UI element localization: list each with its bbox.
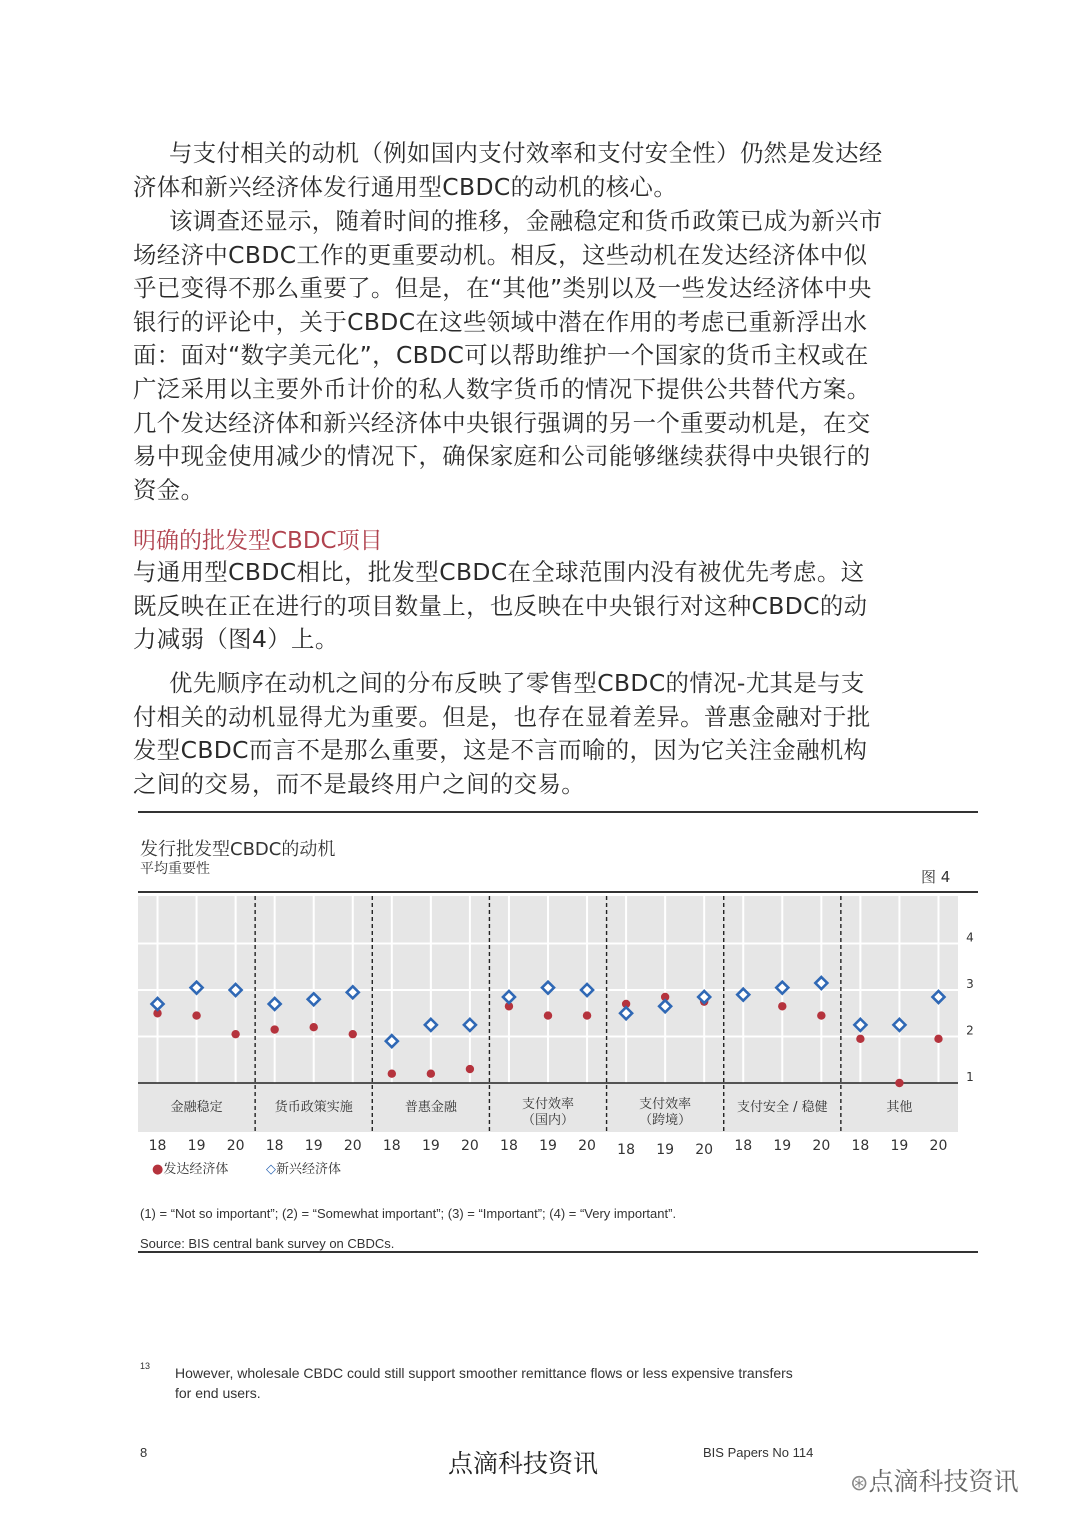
footer-publication: BIS Papers No 114	[703, 1445, 814, 1460]
advanced-economy-point	[817, 1011, 825, 1019]
paragraph-2: 该调查还显示，随着时间的推移，金融稳定和货币政策已成为新兴市场经济中CBDC工作的更重要动机。相反，这些动机在发达经济体中似乎已变得不那么重要了。但是，在“其他”类别以及一些发达经济体中央银行的评论中，关于CBDC在这些领域中潜在作用的考虑已重新浮出水面：面对“数字美元化”，CBDC可以帮助维护一个国家的货币主权或在广泛采用以主要外币计价的私人数字货币的情况下提供公共替代方案。几个发达经济体和新兴经济体中央银行强调的另一个重要动机是，在交易中现金使用减少的情况下，确保家庭和公司能够继续获得中央银行的资金。	[133, 207, 883, 504]
advanced-economy-point	[583, 1011, 591, 1019]
advanced-economy-point	[427, 1070, 435, 1078]
year-label: 18	[500, 1138, 518, 1154]
advanced-economy-point	[778, 1002, 786, 1010]
group-label: （国内）	[521, 1113, 575, 1128]
year-label: 19	[890, 1138, 909, 1154]
group-label: 支付安全 / 稳健	[736, 1100, 828, 1115]
figure-bottom-rule	[138, 1251, 978, 1253]
group-label: 支付效率	[639, 1097, 692, 1112]
year-label: 18	[265, 1138, 284, 1154]
year-label: 19	[187, 1138, 206, 1154]
legend-emerging-label: 新兴经济体	[276, 1162, 342, 1177]
year-label: 19	[773, 1138, 792, 1154]
page-number: 8	[140, 1445, 148, 1460]
advanced-economy-point	[349, 1030, 357, 1038]
advanced-economy-point	[466, 1065, 474, 1073]
advanced-economy-point	[544, 1011, 552, 1019]
y-tick-label: 2	[966, 1023, 974, 1038]
advanced-economy-point	[895, 1079, 903, 1087]
group-label: 其他	[886, 1100, 913, 1115]
wechat-watermark	[850, 1462, 1018, 1498]
advanced-economy-point	[388, 1070, 396, 1078]
paragraph-3: 与通用型CBDC相比，批发型CBDC在全球范围内没有被优先考虑。这既反映在正在进行的项目数量上，也反映在中央银行对这种CBDC的动力减弱（图4）上。	[133, 558, 868, 654]
year-label: 19	[304, 1138, 323, 1154]
year-label: 18	[617, 1142, 636, 1158]
paragraph-1: 与支付相关的动机（例如国内支付效率和支付安全性）仍然是发达经济体和新兴经济体发行通用型CBDC的动机的核心。	[133, 139, 883, 201]
year-label: 19	[539, 1138, 557, 1154]
paragraph-4: 优先顺序在动机之间的分布反映了零售型CBDC的情况-尤其是与支付相关的动机显得尤为重要。但是，也存在显着差异。普惠金融对于批发型CBDC而言不是那么重要，这是不言而喻的，因为它关注金融机构之间的交易，而不是最终用户之间的交易。	[133, 669, 871, 798]
footnote-line-2: for end users.	[175, 1385, 261, 1401]
figure-number: 图 4	[921, 868, 951, 886]
group-label: 金融稳定	[170, 1100, 223, 1115]
footnote-number: 13	[140, 1361, 151, 1371]
year-label: 20	[460, 1138, 479, 1154]
watermark-text: 点滴科技资讯	[868, 1467, 1019, 1496]
section-heading: 明确的批发型CBDC项目	[133, 528, 383, 554]
legend-advanced-label: 发达经济体	[163, 1162, 229, 1177]
year-label: 20	[343, 1138, 362, 1154]
year-label: 18	[382, 1138, 401, 1154]
legend-advanced-marker: ●	[152, 1162, 164, 1177]
group-label: 货币政策实施	[274, 1100, 353, 1115]
y-tick-label: 1	[966, 1070, 974, 1084]
figure-title: 发行批发型CBDC的动机	[140, 839, 336, 860]
footnote-line-1: However, wholesale CBDC could still support smoother remittance flows or less expensive transfers	[175, 1365, 793, 1381]
advanced-economy-point	[856, 1035, 864, 1043]
legend-advanced	[152, 1158, 228, 1177]
advanced-economy-point	[310, 1023, 318, 1031]
motives-chart	[138, 896, 978, 1158]
year-label: 20	[812, 1138, 831, 1154]
group-label: 支付效率	[521, 1097, 575, 1112]
wechat-icon: ⊛	[850, 1471, 869, 1496]
advanced-economy-point	[231, 1030, 239, 1038]
figure-note: (1) = “Not so important”; (2) = “Somewhat important”; (3) = “Important”; (4) = “Very important”.	[140, 1206, 677, 1221]
figure-header-rule	[138, 891, 978, 893]
year-label: 20	[695, 1142, 714, 1158]
year-label: 19	[656, 1142, 675, 1158]
advanced-economy-point	[934, 1035, 942, 1043]
year-label: 20	[226, 1138, 245, 1154]
year-label: 19	[421, 1138, 440, 1154]
figure-subtitle: 平均重要性	[140, 861, 210, 877]
legend-emerging	[266, 1158, 341, 1177]
year-label: 18	[734, 1138, 753, 1154]
advanced-economy-point	[270, 1025, 278, 1033]
legend-emerging-marker: ◇	[266, 1162, 276, 1177]
figure-top-rule	[138, 811, 978, 813]
year-label: 18	[851, 1138, 870, 1154]
year-label: 20	[578, 1138, 596, 1154]
figure-source: Source: BIS central bank survey on CBDCs.	[140, 1236, 395, 1251]
advanced-economy-point	[192, 1011, 200, 1019]
year-label: 20	[929, 1138, 948, 1154]
y-tick-label: 3	[966, 977, 974, 991]
year-label: 18	[148, 1138, 167, 1154]
y-tick-label: 4	[966, 930, 974, 945]
group-label: 普惠金融	[404, 1100, 457, 1115]
group-label: （跨境）	[639, 1113, 692, 1128]
footer-center-title: 点滴科技资讯	[448, 1449, 599, 1478]
